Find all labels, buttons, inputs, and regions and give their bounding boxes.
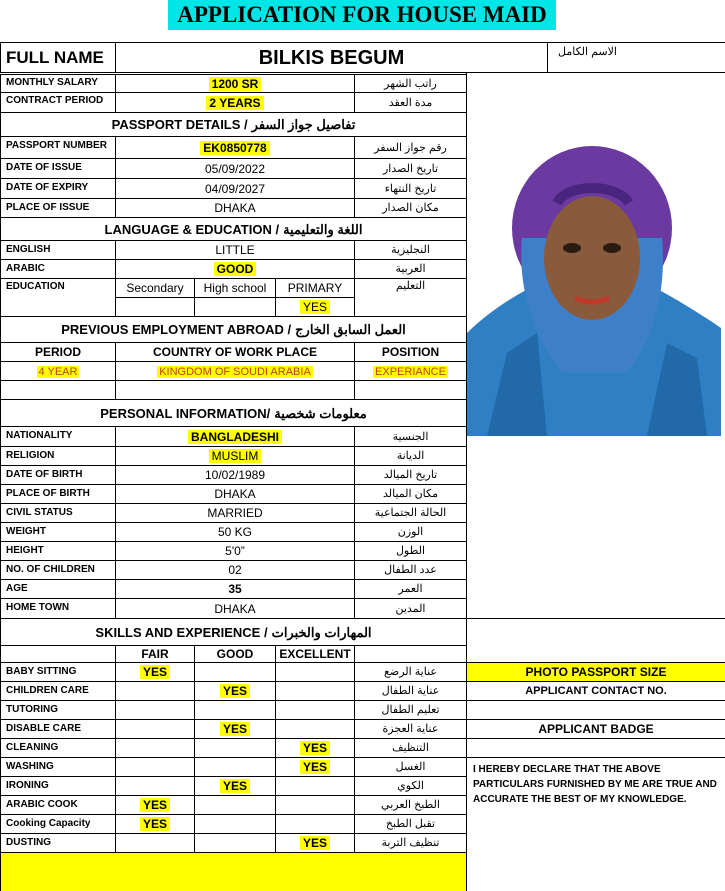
passport-row-2-value: 04/09/2027 bbox=[115, 178, 355, 199]
skill-row-7-label: ARABIC COOK bbox=[0, 795, 116, 815]
personal-row-2-label: DATE OF BIRTH bbox=[0, 465, 116, 485]
contact-value bbox=[466, 700, 725, 720]
passport-row-1-arabic: تاريخ الصدار bbox=[354, 158, 467, 179]
passport-row-3-label: PLACE OF ISSUE bbox=[0, 198, 116, 218]
skill-row-7-col-2 bbox=[275, 795, 355, 815]
passport-heading-en: PASSPORT DETAILS / bbox=[111, 117, 248, 132]
personal-row-5-arabic: الوزن bbox=[354, 522, 467, 542]
skills-col-2: EXCELLENT bbox=[275, 645, 355, 663]
skill-row-5-col-2 bbox=[275, 757, 355, 777]
skill-row-0-col-1 bbox=[194, 662, 276, 682]
passport-row-2-label: DATE OF EXPIRY bbox=[0, 178, 116, 199]
full-name-arabic: الاسم الكامل bbox=[547, 42, 725, 73]
personal-row-5-label: WEIGHT bbox=[0, 522, 116, 542]
skill-row-4-label: CLEANING bbox=[0, 738, 116, 758]
employment-cell-1 bbox=[115, 361, 355, 381]
education-option-2: PRIMARY bbox=[275, 278, 355, 298]
salary-value-text: 1200 SR bbox=[209, 77, 262, 91]
employment-heading-en: PREVIOUS EMPLOYMENT ABROAD / bbox=[61, 322, 292, 337]
skill-row-3-arabic: عناية العجزة bbox=[354, 719, 467, 739]
personal-row-9-label: HOME TOWN bbox=[0, 598, 116, 619]
personal-row-1-value-text: MUSLIM bbox=[209, 449, 262, 463]
skill-row-9-col-1 bbox=[194, 833, 276, 853]
badge-label: APPLICANT BADGE bbox=[466, 719, 725, 739]
personal-heading-ar: معلومات شخصية bbox=[274, 406, 367, 421]
employment-empty-2 bbox=[354, 380, 467, 400]
education-option-0-mark bbox=[115, 297, 195, 317]
skill-row-4-col-2-text: YES bbox=[300, 741, 330, 755]
skill-row-8-col-2 bbox=[275, 814, 355, 834]
page-title: APPLICATION FOR HOUSE MAID bbox=[168, 0, 556, 30]
skill-row-5-label: WASHING bbox=[0, 757, 116, 777]
skill-row-1-arabic: عناية الطفال bbox=[354, 681, 467, 701]
skill-row-9-col-2-text: YES bbox=[300, 836, 330, 850]
education-option-2-mark-text: YES bbox=[300, 300, 330, 314]
skill-row-6-label: IRONING bbox=[0, 776, 116, 796]
full-name-label: FULL NAME bbox=[0, 42, 116, 73]
education-option-2-mark bbox=[275, 297, 355, 317]
skill-row-2-col-1 bbox=[194, 700, 276, 720]
contract-value-text: 2 YEARS bbox=[206, 96, 263, 110]
skill-row-0-col-0-text: YES bbox=[140, 665, 170, 679]
passport-heading-ar: تفاصيل جواز السفر bbox=[251, 117, 356, 132]
skill-row-3-col-2 bbox=[275, 719, 355, 739]
skill-row-0-col-0 bbox=[115, 662, 195, 682]
education-arabic: التعليم bbox=[354, 278, 467, 317]
skill-row-5-arabic: الغسل bbox=[354, 757, 467, 777]
arabic-lang-arabic: العربية bbox=[354, 259, 467, 279]
skill-row-8-label: Cooking Capacity bbox=[0, 814, 116, 834]
skill-row-0-arabic: عناية الرضع bbox=[354, 662, 467, 682]
skill-row-0-col-2 bbox=[275, 662, 355, 682]
personal-heading bbox=[0, 399, 467, 427]
passport-row-0-arabic: رقم جواز السفر bbox=[354, 136, 467, 159]
employment-header-2: POSITION bbox=[354, 342, 467, 362]
english-arabic: النجليزية bbox=[354, 240, 467, 260]
skill-row-1-col-0 bbox=[115, 681, 195, 701]
skills-side-blank bbox=[466, 618, 725, 663]
skill-row-4-col-0 bbox=[115, 738, 195, 758]
skill-row-1-col-1-text: YES bbox=[220, 684, 250, 698]
passport-row-0-label: PASSPORT NUMBER bbox=[0, 136, 116, 159]
skills-header-arabic bbox=[354, 645, 467, 663]
employment-empty-1 bbox=[115, 380, 355, 400]
skill-row-6-col-0 bbox=[115, 776, 195, 796]
skill-row-1-col-2 bbox=[275, 681, 355, 701]
personal-row-4-arabic: الحالة الجتماعية bbox=[354, 503, 467, 523]
photo-size-label: PHOTO PASSPORT SIZE bbox=[466, 662, 725, 682]
employment-cell-2 bbox=[354, 361, 467, 381]
skill-row-9-arabic: تنظيف التربة bbox=[354, 833, 467, 853]
personal-row-3-arabic: مكان الميالد bbox=[354, 484, 467, 504]
bottom-band bbox=[0, 852, 467, 891]
education-option-1: High school bbox=[194, 278, 276, 298]
salary-arabic: راتب الشهر bbox=[354, 74, 467, 93]
skill-row-3-label: DISABLE CARE bbox=[0, 719, 116, 739]
personal-row-0-value-text: BANGLADESHI bbox=[188, 430, 282, 444]
personal-row-8-label: AGE bbox=[0, 579, 116, 599]
skill-row-5-col-1 bbox=[194, 757, 276, 777]
skills-heading bbox=[0, 618, 467, 646]
education-option-1-mark bbox=[194, 297, 276, 317]
education-label: EDUCATION bbox=[0, 278, 116, 317]
skill-row-4-arabic: التنظيف bbox=[354, 738, 467, 758]
personal-row-8-value: 35 bbox=[115, 579, 355, 599]
skill-row-2-label: TUTORING bbox=[0, 700, 116, 720]
skill-row-2-col-0 bbox=[115, 700, 195, 720]
skill-row-3-col-0 bbox=[115, 719, 195, 739]
skill-row-0-label: BABY SITTING bbox=[0, 662, 116, 682]
skill-row-7-col-1 bbox=[194, 795, 276, 815]
personal-row-4-value: MARRIED bbox=[115, 503, 355, 523]
skill-row-2-col-2 bbox=[275, 700, 355, 720]
personal-row-4-label: CIVIL STATUS bbox=[0, 503, 116, 523]
skill-row-8-arabic: تقبل الطبخ bbox=[354, 814, 467, 834]
skill-row-6-col-2 bbox=[275, 776, 355, 796]
skills-col-1: GOOD bbox=[194, 645, 276, 663]
employment-cell-2-text: EXPERIANCE bbox=[375, 366, 446, 378]
contract-label: CONTRACT PERIOD bbox=[0, 92, 116, 113]
personal-row-0-label: NATIONALITY bbox=[0, 426, 116, 447]
personal-row-1-value bbox=[115, 446, 355, 466]
skill-row-7-col-0-text: YES bbox=[140, 798, 170, 812]
personal-row-9-value: DHAKA bbox=[115, 598, 355, 619]
personal-row-6-label: HEIGHT bbox=[0, 541, 116, 561]
personal-row-8-arabic: العمر bbox=[354, 579, 467, 599]
employment-cell-0-text: 4 YEAR bbox=[38, 366, 78, 378]
skill-row-4-col-2 bbox=[275, 738, 355, 758]
contract-value bbox=[115, 92, 355, 113]
employment-cell-1-text: KINGDOM OF SOUDI ARABIA bbox=[159, 366, 311, 378]
personal-row-9-arabic: المدين bbox=[354, 598, 467, 619]
skill-row-6-col-1-text: YES bbox=[220, 779, 250, 793]
skill-row-8-col-0-text: YES bbox=[140, 817, 170, 831]
personal-row-5-value: 50 KG bbox=[115, 522, 355, 542]
personal-row-0-value bbox=[115, 426, 355, 447]
passport-row-1-label: DATE OF ISSUE bbox=[0, 158, 116, 179]
passport-row-3-arabic: مكان الصدار bbox=[354, 198, 467, 218]
passport-row-0-value bbox=[115, 136, 355, 159]
employment-empty-0 bbox=[0, 380, 116, 400]
skill-row-2-arabic: تعليم الطفال bbox=[354, 700, 467, 720]
arabic-lang-value bbox=[115, 259, 355, 279]
personal-row-1-arabic: الديانة bbox=[354, 446, 467, 466]
language-heading-ar: اللغة والتعليمية bbox=[283, 222, 363, 237]
personal-row-2-value: 10/02/1989 bbox=[115, 465, 355, 485]
employment-header-1: COUNTRY OF WORK PLACE bbox=[115, 342, 355, 362]
skills-heading-en: SKILLS AND EXPERIENCE / bbox=[95, 625, 268, 640]
personal-row-7-label: NO. OF CHILDREN bbox=[0, 560, 116, 580]
language-heading bbox=[0, 217, 467, 241]
skill-row-3-col-1 bbox=[194, 719, 276, 739]
skill-row-9-label: DUSTING bbox=[0, 833, 116, 853]
skill-row-7-col-0 bbox=[115, 795, 195, 815]
declaration: I HEREBY DECLARE THAT THE ABOVE PARTICULARS FURNISHED BY ME ARE TRUE AND ACCURATE THE BEST OF MY KNOWLEDGE. bbox=[466, 757, 725, 891]
education-option-0: Secondary bbox=[115, 278, 195, 298]
personal-row-3-value: DHAKA bbox=[115, 484, 355, 504]
badge-value bbox=[466, 738, 725, 758]
skills-col-0: FAIR bbox=[115, 645, 195, 663]
personal-heading-en: PERSONAL INFORMATION/ bbox=[100, 406, 271, 421]
personal-row-7-arabic: عدد الطفال bbox=[354, 560, 467, 580]
skill-row-6-arabic: الكوي bbox=[354, 776, 467, 796]
skill-row-6-col-1 bbox=[194, 776, 276, 796]
skill-row-9-col-2 bbox=[275, 833, 355, 853]
skill-row-5-col-2-text: YES bbox=[300, 760, 330, 774]
passport-row-1-value: 05/09/2022 bbox=[115, 158, 355, 179]
skill-row-8-col-1 bbox=[194, 814, 276, 834]
personal-row-3-label: PLACE OF BIRTH bbox=[0, 484, 116, 504]
employment-heading-ar: العمل السابق الخارج bbox=[295, 322, 406, 337]
employment-header-0: PERIOD bbox=[0, 342, 116, 362]
personal-row-0-arabic: الجنسية bbox=[354, 426, 467, 447]
personal-row-1-label: RELIGION bbox=[0, 446, 116, 466]
personal-row-2-arabic: تاريخ الميالد bbox=[354, 465, 467, 485]
skill-row-8-col-0 bbox=[115, 814, 195, 834]
passport-row-2-arabic: تاريخ النتهاء bbox=[354, 178, 467, 199]
language-heading-en: LANGUAGE & EDUCATION / bbox=[104, 222, 280, 237]
photo-frame bbox=[466, 72, 725, 619]
employment-heading bbox=[0, 316, 467, 343]
employment-cell-0 bbox=[0, 361, 116, 381]
skill-row-1-label: CHILDREN CARE bbox=[0, 681, 116, 701]
passport-row-3-value: DHAKA bbox=[115, 198, 355, 218]
skills-heading-ar: المهارات والخبرات bbox=[271, 625, 372, 640]
full-name-value: BILKIS BEGUM bbox=[115, 42, 548, 73]
contract-arabic: مدة العقد bbox=[354, 92, 467, 113]
arabic-lang-label: ARABIC bbox=[0, 259, 116, 279]
skill-row-4-col-1 bbox=[194, 738, 276, 758]
skill-row-1-col-1 bbox=[194, 681, 276, 701]
personal-row-6-arabic: الطول bbox=[354, 541, 467, 561]
english-value: LITTLE bbox=[115, 240, 355, 260]
skills-header-blank bbox=[0, 645, 116, 663]
personal-row-6-value: 5'0” bbox=[115, 541, 355, 561]
english-label: ENGLISH bbox=[0, 240, 116, 260]
salary-label: MONTHLY SALARY bbox=[0, 74, 116, 93]
skill-row-3-col-1-text: YES bbox=[220, 722, 250, 736]
skill-row-9-col-0 bbox=[115, 833, 195, 853]
salary-value bbox=[115, 74, 355, 93]
passport-row-0-value-text: EK0850778 bbox=[200, 141, 269, 155]
arabic-lang-value-text: GOOD bbox=[214, 262, 257, 276]
personal-row-7-value: 02 bbox=[115, 560, 355, 580]
passport-heading bbox=[0, 112, 467, 137]
contact-label: APPLICANT CONTACT NO. bbox=[466, 681, 725, 701]
skill-row-5-col-0 bbox=[115, 757, 195, 777]
skill-row-7-arabic: الطبخ العربي bbox=[354, 795, 467, 815]
